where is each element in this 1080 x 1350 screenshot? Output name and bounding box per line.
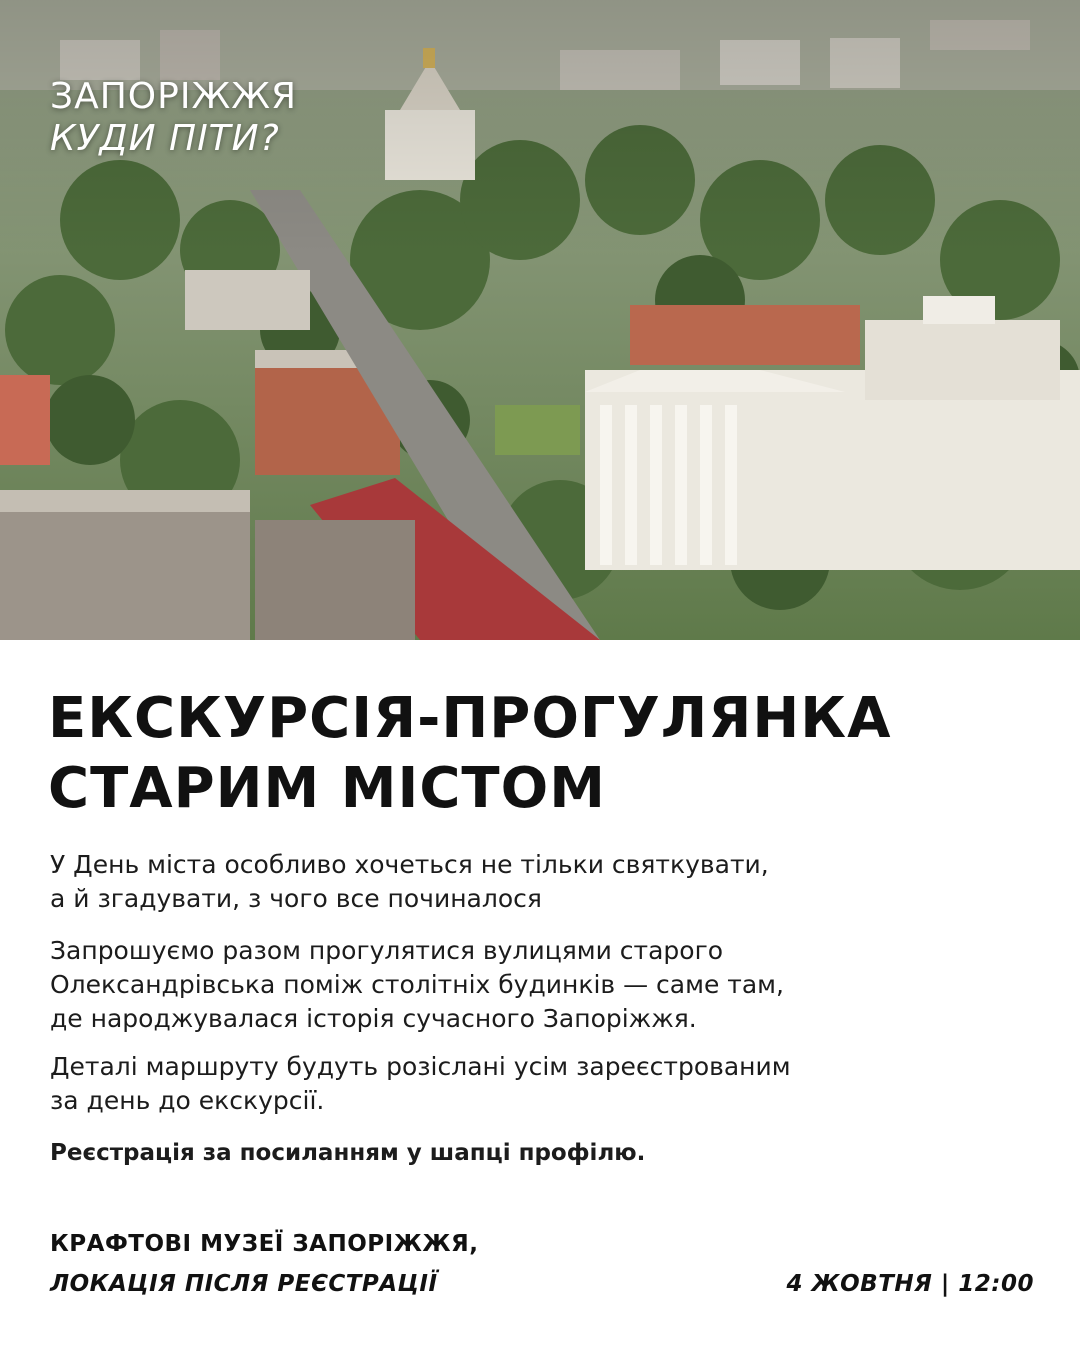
brand-city-name: ЗАПОРІЖЖЯ [50,76,298,117]
event-datetime: 4 ЖОВТНЯ | 12:00 [786,1271,1034,1297]
invitation-line-2: Олександрівська поміж столітніх будинків — саме там, [50,970,784,999]
route-details-line-2: за день до екскурсії. [50,1086,325,1115]
intro-line-1: У День міста особливо хочеться не тільки святкувати, [50,850,769,879]
invitation-line-3: де народжувалася історія сучасного Запоріжжя. [50,1004,697,1033]
invitation-line-1: Запрошуємо разом прогулятися вулицями старого [50,936,724,965]
event-title [48,684,1038,824]
intro-paragraph [50,848,1040,916]
event-title-line-1: ЕКСКУРСІЯ-ПРОГУЛЯНКА [48,686,892,751]
route-details-paragraph [50,1050,1040,1118]
intro-line-2: а й згадувати, з чого все починалося [50,884,542,913]
brand-tagline: КУДИ ПІТИ? [50,118,280,159]
registration-note: Реєстрація за посиланням у шапці профілю. [50,1140,646,1166]
route-details-line-1: Деталі маршруту будуть розіслані усім зареєстрованим [50,1052,791,1081]
organizer-block [50,1224,478,1304]
brand-logo-text [50,76,297,160]
invitation-paragraph [50,934,1040,1036]
event-title-line-2: СТАРИМ МІСТОМ [48,756,606,821]
organizer-name: КРАФТОВІ МУЗЕЇ ЗАПОРІЖЖЯ, [50,1231,479,1257]
event-location: ЛОКАЦІЯ ПІСЛЯ РЕЄСТРАЦІЇ [50,1271,438,1297]
